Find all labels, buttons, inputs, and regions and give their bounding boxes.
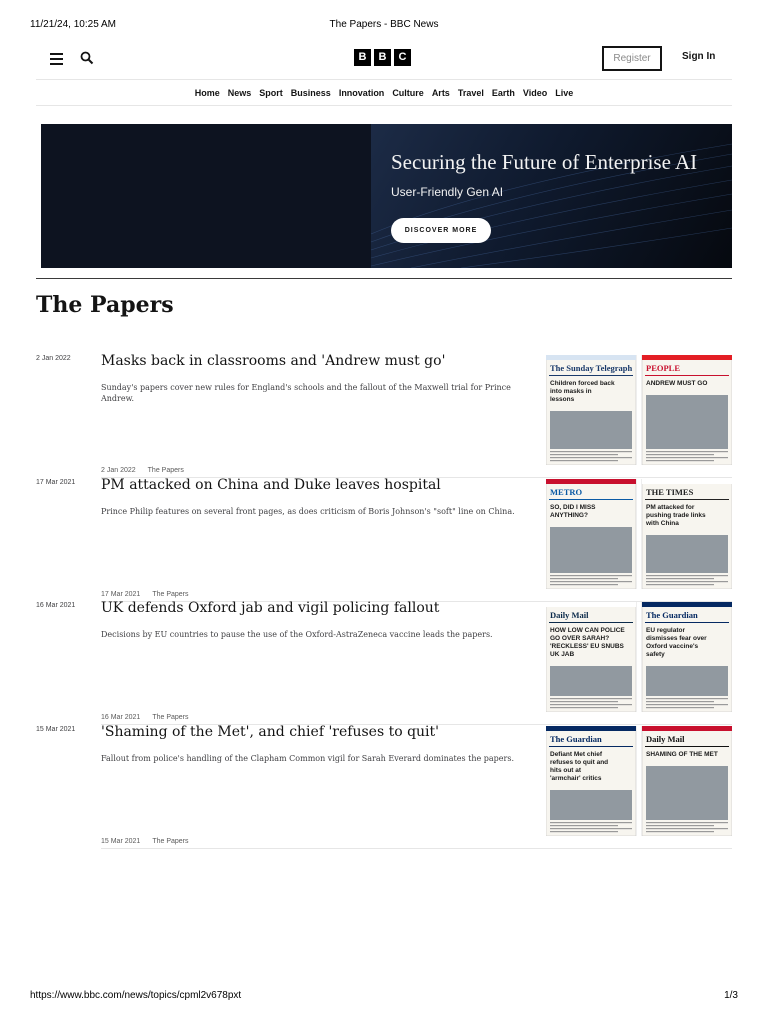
newspaper-headline-line: into masks in [550, 388, 592, 395]
newspaper-masthead: Daily Mail [550, 610, 589, 620]
section-divider [36, 278, 732, 279]
article-divider [101, 848, 732, 849]
print-footer [30, 990, 738, 1004]
newspaper-headline-line: EU regulator [646, 627, 686, 634]
newspaper-masthead: The Sunday Telegraph [550, 363, 633, 373]
newspaper-front-left [546, 726, 636, 836]
newspaper-masthead: THE TIMES [646, 487, 694, 497]
article-date: 17 Mar 2021 [36, 479, 76, 486]
article-topic-link[interactable]: The Papers [152, 838, 189, 845]
newspaper-photo [646, 766, 728, 820]
newspaper-photo [550, 411, 632, 449]
print-page-title: The Papers - BBC News [329, 19, 439, 30]
newspaper-headline-line: Defiant Met chief [550, 751, 603, 758]
advertisement-banner[interactable] [41, 124, 732, 268]
article-headline[interactable]: PM attacked on China and Duke leaves hospital [101, 477, 441, 493]
newspaper-fronts-thumbnail[interactable] [546, 726, 732, 836]
newspaper-fronts-thumbnail[interactable] [546, 479, 732, 589]
bbc-logo[interactable] [354, 49, 411, 66]
newspaper-headline-line: pushing trade links [646, 512, 706, 519]
newspaper-front-left [546, 479, 636, 589]
article-card[interactable] [36, 726, 732, 849]
ad-creative[interactable] [371, 124, 732, 268]
article-meta-date: 2 Jan 2022 [101, 467, 136, 474]
logo-letter: B [374, 49, 391, 66]
newspaper-front-right [642, 355, 732, 465]
newspaper-headline-line: Children forced back [550, 380, 615, 387]
newspaper-photo [550, 527, 632, 573]
newspaper-headline-line: refuses to quit and [550, 759, 609, 766]
hamburger-menu-icon[interactable] [50, 53, 63, 65]
nav-item-sport[interactable]: Sport [259, 88, 283, 98]
print-url: https://www.bbc.com/news/topics/cpml2v678pxt [30, 990, 242, 1001]
newspaper-headline-line: SHAMING OF THE MET [646, 751, 718, 758]
article-card[interactable] [36, 602, 732, 725]
nav-item-culture[interactable]: Culture [392, 88, 424, 98]
newspaper-masthead: The Guardian [646, 610, 698, 620]
search-icon[interactable] [80, 51, 94, 65]
newspaper-headline-line: lessons [550, 396, 575, 403]
page-title: The Papers [36, 292, 174, 318]
register-button[interactable]: Register [602, 46, 662, 71]
article-date: 15 Mar 2021 [36, 726, 76, 733]
newspaper-photo [646, 535, 728, 573]
logo-letter: C [394, 49, 411, 66]
logo-letter: B [354, 49, 371, 66]
newspaper-front-right [642, 602, 732, 712]
newspaper-masthead: PEOPLE [646, 363, 681, 373]
print-header [30, 19, 738, 33]
main-nav [36, 81, 732, 106]
article-meta-date: 17 Mar 2021 [101, 591, 141, 598]
article-topic-link[interactable]: The Papers [152, 591, 189, 598]
article-card[interactable] [36, 355, 732, 478]
ad-headline: Securing the Future of Enterprise AI [391, 150, 698, 174]
ad-subline: User-Friendly Gen AI [391, 185, 504, 199]
article-date: 16 Mar 2021 [36, 602, 76, 609]
article-meta [101, 714, 189, 721]
article-summary: Fallout from police's handling of the Clapham Common vigil for Sarah Everard dominates the papers. [101, 754, 514, 763]
newspaper-headline-line: Oxford vaccine's [646, 643, 699, 650]
newspaper-masthead: Daily Mail [646, 734, 685, 744]
newspaper-front-left [546, 355, 636, 465]
nav-item-travel[interactable]: Travel [457, 88, 484, 98]
newspaper-photo [550, 666, 632, 696]
masthead [36, 44, 732, 80]
article-topic-link[interactable]: The Papers [152, 714, 189, 721]
newspaper-front-right [642, 726, 732, 836]
article-meta [101, 838, 189, 845]
nav-item-video[interactable]: Video [522, 88, 548, 98]
newspaper-headline-line: ANDREW MUST GO [646, 380, 708, 387]
newspaper-headline-line: HOW LOW CAN POLICE [550, 627, 625, 634]
article-meta-date: 15 Mar 2021 [101, 838, 141, 845]
article-date: 2 Jan 2022 [36, 355, 71, 362]
newspaper-headline-line: ANYTHING? [550, 512, 588, 519]
article-meta-date: 16 Mar 2021 [101, 714, 141, 721]
article-headline[interactable]: UK defends Oxford jab and vigil policing fallout [101, 600, 440, 616]
newspaper-photo [646, 666, 728, 696]
newspaper-headline-line: PM attacked for [646, 504, 695, 511]
nav-item-live[interactable]: Live [555, 88, 574, 98]
newspaper-fronts-thumbnail[interactable] [546, 355, 732, 465]
nav-item-innovation[interactable]: Innovation [338, 88, 385, 98]
newspaper-masthead: METRO [550, 487, 583, 497]
newspaper-headline-line: hits out at [550, 767, 582, 774]
newspaper-front-left [546, 602, 636, 712]
print-page-number: 1/3 [724, 990, 738, 1001]
discover-more-button[interactable]: DISCOVER MORE [391, 218, 491, 243]
article-headline[interactable]: 'Shaming of the Met', and chief 'refuses to quit' [101, 724, 440, 740]
newspaper-headline-line: UK JAB [550, 651, 575, 658]
newspaper-headline-line: 'armchair' critics [550, 775, 602, 782]
article-meta [101, 591, 189, 598]
newspaper-headline-line: SO, DID I MISS [550, 504, 596, 511]
newspaper-photo [550, 790, 632, 820]
newspaper-front-right [642, 479, 732, 589]
newspaper-headline-line: 'RECKLESS' EU SNUBS [550, 643, 624, 650]
ad-blank-panel [41, 124, 371, 268]
nav-item-news[interactable]: News [227, 88, 252, 98]
article-card[interactable] [36, 479, 732, 602]
sign-in-link[interactable]: Sign In [682, 51, 716, 62]
article-summary: Decisions by EU countries to pause the use of the Oxford-AstraZeneca vaccine leads the papers. [101, 630, 493, 639]
article-headline[interactable]: Masks back in classrooms and 'Andrew must go' [101, 353, 446, 369]
newspaper-headline-line: safety [646, 651, 665, 658]
newspaper-fronts-thumbnail[interactable] [546, 602, 732, 712]
print-timestamp: 11/21/24, 10:25 AM [30, 19, 116, 30]
newspaper-headline-line: with China [646, 520, 679, 527]
newspaper-headline-line: GO OVER SARAH? [550, 635, 610, 642]
article-meta [101, 467, 184, 474]
article-topic-link[interactable]: The Papers [147, 467, 184, 474]
newspaper-masthead: The Guardian [550, 734, 602, 744]
newspaper-headline-line: dismisses fear over [646, 635, 707, 642]
nav-item-home[interactable]: Home [194, 88, 220, 98]
article-summary: Prince Philip features on several front pages, as does criticism of Boris Johnson's "soft" line on China. [101, 507, 515, 516]
article-summary: Sunday's papers cover new rules for England's schools and the fallout of the Maxwell trial for Prince Andrew. [101, 383, 511, 403]
nav-item-earth[interactable]: Earth [491, 88, 515, 98]
nav-item-arts[interactable]: Arts [431, 88, 450, 98]
nav-item-business[interactable]: Business [290, 88, 331, 98]
newspaper-photo [646, 395, 728, 449]
